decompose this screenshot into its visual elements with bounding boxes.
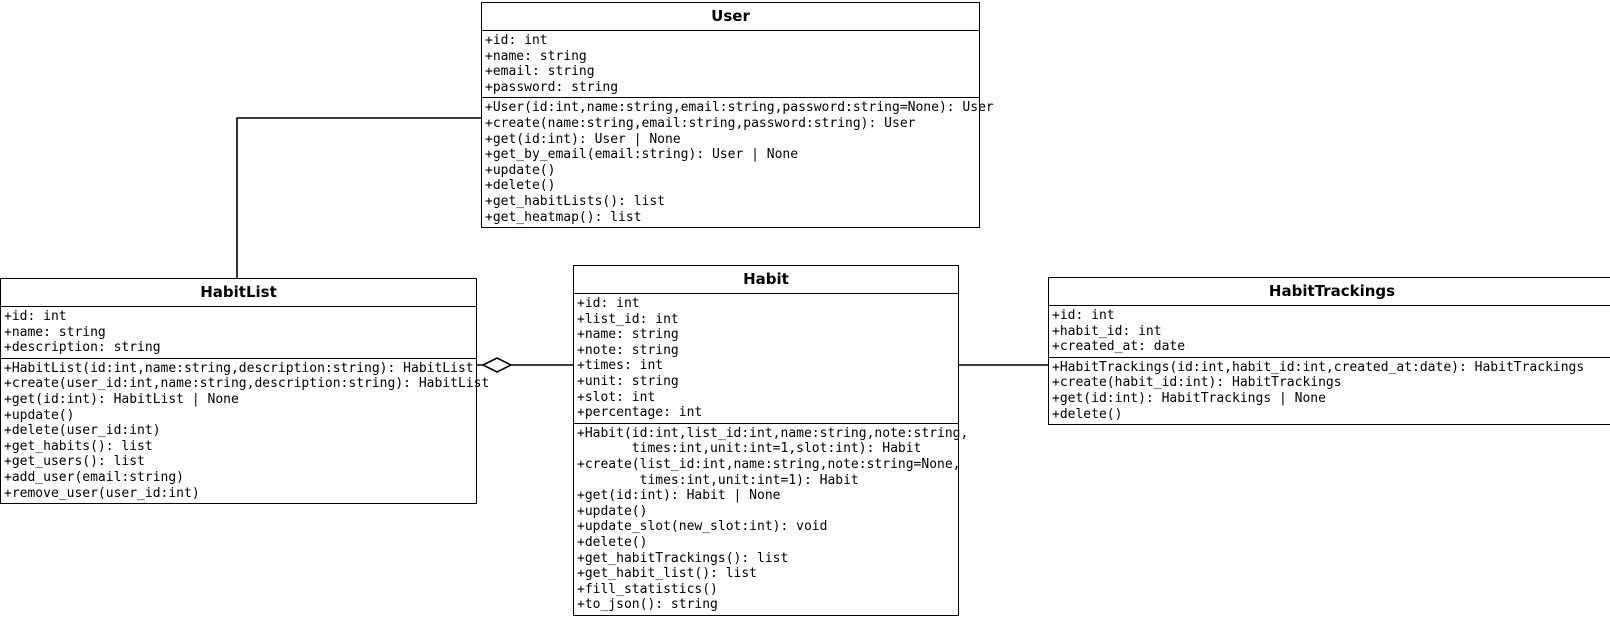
class-member: +percentage: int xyxy=(577,405,703,421)
link-user-habitlist xyxy=(237,118,481,278)
class-member: +password: string xyxy=(485,79,619,95)
class-member: times:int,unit:int=1,slot:int): Habit xyxy=(577,441,922,457)
class-box-habittrackings[interactable] xyxy=(1048,277,1610,425)
class-member: +created_at: date xyxy=(1052,339,1186,355)
class-member: +get_by_email(email:string): User | None xyxy=(485,147,799,163)
class-member: +get(id:int): Habit | None xyxy=(577,488,781,504)
class-member: +get(id:int): User | None xyxy=(485,131,681,147)
class-title-habit: Habit xyxy=(574,266,958,294)
class-member: +create(habit_id:int): HabitTrackings xyxy=(1052,375,1342,391)
class-box-habitlist[interactable] xyxy=(0,278,490,504)
class-member: +get(id:int): HabitList | None xyxy=(4,391,239,407)
class-member: +HabitList(id:int,name:string,description:string): HabitList xyxy=(4,360,474,376)
class-methods-habitlist xyxy=(1,358,490,503)
class-member: +name: string xyxy=(485,48,587,64)
class-member: +name: string xyxy=(4,324,106,340)
class-member: +create(name:string,email:string,password:string): User xyxy=(485,115,916,131)
class-member: +update() xyxy=(485,162,556,178)
class-member: +name: string xyxy=(577,327,679,343)
class-member: +create(user_id:int,name:string,description:string): HabitList xyxy=(4,376,490,392)
class-member: +update() xyxy=(577,503,648,519)
class-member: +delete() xyxy=(485,178,556,194)
class-member: +description: string xyxy=(4,340,161,356)
class-member: +note: string xyxy=(577,342,679,358)
class-member: +habit_id: int xyxy=(1052,323,1162,339)
class-member: +create(list_id:int,name:string,note:string=None, xyxy=(577,456,961,472)
class-member: +add_user(email:string) xyxy=(4,469,185,485)
class-methods-habittrackings xyxy=(1049,357,1610,424)
class-member: +delete(user_id:int) xyxy=(4,423,161,439)
class-member: +to_json(): string xyxy=(577,597,718,613)
class-member: +delete() xyxy=(577,534,648,550)
class-member: +get_habitTrackings(): list xyxy=(577,550,789,566)
class-attributes-user xyxy=(482,31,979,97)
class-member: +get_habits(): list xyxy=(4,438,153,454)
class-member: +update() xyxy=(4,407,75,423)
class-member: +get(id:int): HabitTrackings | None xyxy=(1052,390,1326,406)
class-member: +User(id:int,name:string,email:string,password:string=None): User xyxy=(485,100,994,116)
class-member: +id: int xyxy=(577,296,640,311)
class-member: +list_id: int xyxy=(577,311,679,327)
class-attributes-habitlist xyxy=(1,307,476,358)
class-member: +get_heatmap(): list xyxy=(485,209,642,225)
class-member: +remove_user(user_id:int) xyxy=(4,485,200,501)
class-methods-user xyxy=(482,97,994,227)
class-title-user: User xyxy=(482,3,979,31)
class-member: +update_slot(new_slot:int): void xyxy=(577,519,828,535)
class-member: +delete() xyxy=(1052,406,1123,422)
class-attributes-habit xyxy=(574,294,958,423)
class-member: times:int,unit:int=1): Habit xyxy=(577,472,859,488)
class-member: +times: int xyxy=(577,358,664,374)
class-member: +Habit(id:int,list_id:int,name:string,note:string, xyxy=(577,425,969,441)
class-member: +get_users(): list xyxy=(4,454,145,470)
class-member: +slot: int xyxy=(577,389,656,405)
class-title-habittrackings: HabitTrackings xyxy=(1049,278,1610,306)
class-title-habitlist: HabitList xyxy=(1,279,476,307)
class-member: +email: string xyxy=(485,64,595,80)
class-member: +id: int xyxy=(1052,308,1115,323)
class-attributes-habittrackings xyxy=(1049,306,1610,357)
class-member: +get_habit_list(): list xyxy=(577,566,758,582)
class-methods-habit xyxy=(574,423,969,615)
class-member: +fill_statistics() xyxy=(577,581,718,597)
aggregation-diamond-icon xyxy=(483,358,511,372)
class-member: +HabitTrackings(id:int,habit_id:int,created_at:date): HabitTrackings xyxy=(1052,359,1585,375)
class-member: +unit: string xyxy=(577,373,679,389)
class-member: +id: int xyxy=(485,33,548,48)
class-member: +id: int xyxy=(4,309,67,324)
class-member: +get_habitLists(): list xyxy=(485,193,666,209)
class-box-user[interactable] xyxy=(481,2,994,228)
class-box-habit[interactable] xyxy=(573,265,969,616)
